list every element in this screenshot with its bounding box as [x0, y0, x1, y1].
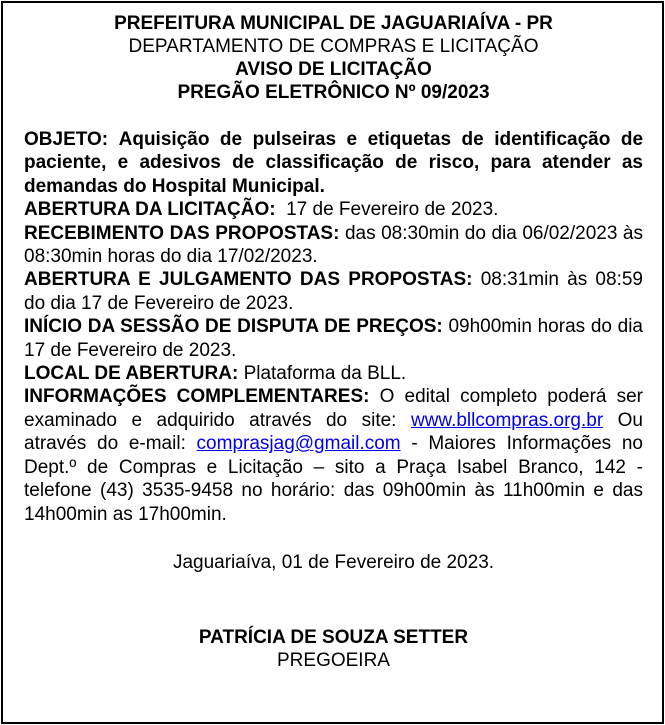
julgamento-propostas-text: 08:31min às 08:59 do dia 17 de Fevereiro de 2023.: [24, 269, 643, 314]
email-link[interactable]: comprasjag@gmail.com: [196, 433, 401, 455]
recebimento-propostas-text: das 08:30min do dia 06/02/2023 às 08:30min horas do dia 17/02/2023.: [24, 222, 643, 268]
abertura-licitacao-paragraph: [24, 198, 643, 221]
notice-type-title: AVISO DE LICITAÇÃO: [235, 59, 432, 80]
abertura-licitacao-text: 17 de Fevereiro de 2023.: [286, 199, 499, 221]
signer-name: PATRÍCIA DE SOUZA SETTER: [198, 626, 469, 648]
inicio-disputa-label: INÍCIO DA SESSÃO DE DISPUTA DE PREÇOS:: [24, 316, 443, 338]
signer-role: PREGOEIRA: [277, 649, 390, 671]
recebimento-propostas-paragraph: [24, 222, 643, 269]
informacoes-site-intro: O edital completo poderá ser examinado e adquirido através do site:: [24, 386, 643, 431]
notice-body: [24, 128, 643, 526]
dateline: Jaguariaíva, 01 de Fevereiro de 2023.: [172, 551, 495, 573]
local-abertura-text: Plataforma da BLL.: [243, 363, 407, 385]
recebimento-propostas-label: RECEBIMENTO DAS PROPOSTAS:: [24, 222, 340, 244]
auction-number-title: PREGÃO ELETRÔNICO Nº 09/2023: [177, 82, 490, 103]
inicio-disputa-text: 09h00min horas do dia 17 de Fevereiro de 2023.: [24, 316, 644, 361]
objeto-text: Aquisição de pulseiras e etiquetas de identificação de paciente, e adesivos de classificação de risco, para atender as demandas do Hospital Municipal.: [24, 129, 644, 197]
local-abertura-label: LOCAL DE ABERTURA:: [24, 363, 239, 385]
website-link[interactable]: www.bllcompras.org.br: [410, 409, 604, 431]
abertura-licitacao-label: ABERTURA DA LICITAÇÃO:: [24, 199, 276, 221]
informacoes-paragraph: [24, 385, 643, 525]
informacoes-rest: - Maiores Informações no Dept.º de Compras e Licitação – sito a Praça Isabel Branco, 142 - telefone (43) 3535-9458 no horário: das 09h00min às 11h00min e das 14h00min as 17h00min.: [24, 433, 644, 525]
julgamento-propostas-paragraph: [24, 268, 643, 315]
informacoes-label: INFORMAÇÕES COMPLEMENTARES:: [24, 386, 370, 408]
notice-border-frame: [1, 1, 664, 724]
local-abertura-paragraph: [24, 362, 643, 385]
objeto-label: OBJETO:: [24, 129, 109, 150]
julgamento-propostas-label: ABERTURA E JULGAMENTO DAS PROPOSTAS:: [24, 269, 473, 291]
notice-footer: [24, 551, 643, 672]
organization-title: PREFEITURA MUNICIPAL DE JAGUARIAÍVA - PR: [114, 13, 553, 34]
department-subtitle: DEPARTAMENTO DE COMPRAS E LICITAÇÃO: [128, 36, 539, 57]
objeto-paragraph: [24, 128, 643, 198]
inicio-disputa-paragraph: [24, 315, 643, 362]
informacoes-email-intro: Ou através do e-mail:: [24, 409, 643, 455]
notice-header: [24, 12, 643, 104]
